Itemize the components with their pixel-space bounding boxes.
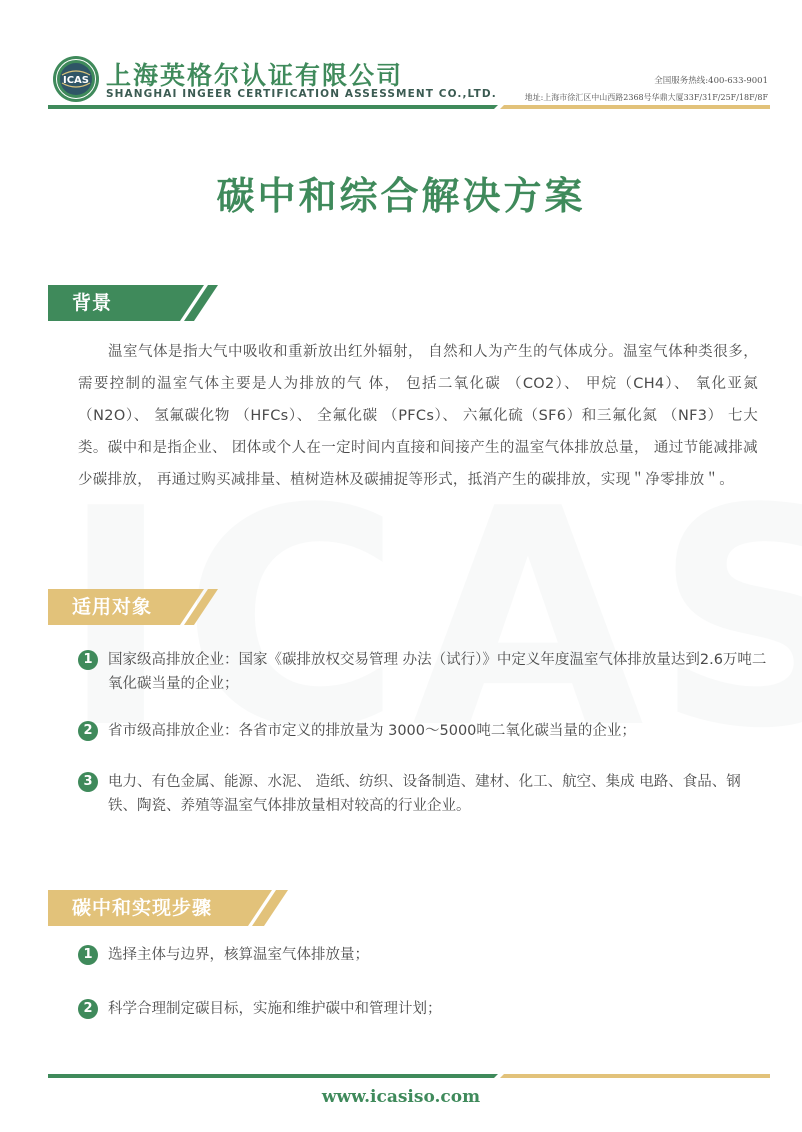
section-title: 碳中和实现步骤 (72, 897, 213, 919)
company-name-en: SHANGHAI INGEER CERTIFICATION ASSESSMENT CO.,LTD. (106, 88, 497, 100)
list-item-text: 电力、有色金属、能源、水泥、 造纸、纺织、设备制造、建材、化工、航空、集成 电路、食品、钢铁、陶瓷、养殖等温室气体排放量相对较高的行业企业。 (108, 774, 741, 814)
section-title: 适用对象 (72, 596, 153, 618)
number-badge: 3 (78, 772, 98, 792)
list-item-text: 选择主体与边界，核算温室气体排放量； (108, 947, 369, 963)
header-divider (48, 104, 770, 110)
list-item-text: 省市级高排放企业：各省市定义的排放量为 3000～5000吨二氧化碳当量的企业； (108, 723, 636, 739)
list-item-text: 科学合理制定碳目标，实施和维护碳中和管理计划； (108, 1001, 442, 1017)
section-heading-applicable (48, 589, 218, 625)
number-badge: 1 (78, 650, 98, 670)
list-item (78, 648, 768, 696)
list-item-text: 国家级高排放企业：国家《碳排放权交易管理 办法（试行）》中定义年度温室气体排放量达到2.6万吨二氧化碳当量的企业； (108, 652, 767, 692)
company-name-cn: 上海英格尔认证有限公司 (106, 61, 404, 90)
number-badge: 2 (78, 999, 98, 1019)
company-address: 地址:上海市徐汇区中山西路2368号华鼎大厦33F/31F/25F/18F/8F (524, 93, 768, 102)
list-item (78, 997, 768, 1021)
website-link[interactable]: www.icasiso.com (321, 1087, 481, 1107)
number-badge: 1 (78, 945, 98, 965)
section-title: 背景 (72, 292, 113, 314)
section-heading-steps (48, 890, 288, 926)
number-badge: 2 (78, 721, 98, 741)
section-heading-background (48, 285, 218, 321)
list-item (78, 719, 768, 743)
footer-divider (48, 1073, 770, 1079)
page-title: 碳中和综合解决方案 (216, 174, 586, 218)
paragraph-text: 温室气体是指大气中吸收和重新放出红外辐射， 自然和人为产生的气体成分。温室气体种类很多， 需要控制的温室气体主要是人为排放的气 体， 包括二氧化碳 （CO2）、 甲烷（CH4）、 氧化亚氮 （N2O）、 氢氟碳化物 （HFCs）、 全氟化碳 （PFCs）、 六氟化硫（SF6）和三氟化氮 （NF3） 七大类。碳中和是指企业、 团体或个人在一定时间内直接和间接产生的温室气体排放总量， 通过节能减排减少碳排放， 再通过购买减排量、植树造林及碳捕捉等形式，抵消产生的碳排放，实现＂净零排放＂。 (78, 344, 758, 488)
list-item (78, 770, 768, 818)
list-item (78, 943, 768, 967)
service-hotline: 全国服务热线:400-633-9001 (654, 76, 768, 86)
icas-logo (52, 55, 100, 103)
logo-text: ICAS (62, 75, 90, 86)
background-paragraph (78, 336, 758, 496)
